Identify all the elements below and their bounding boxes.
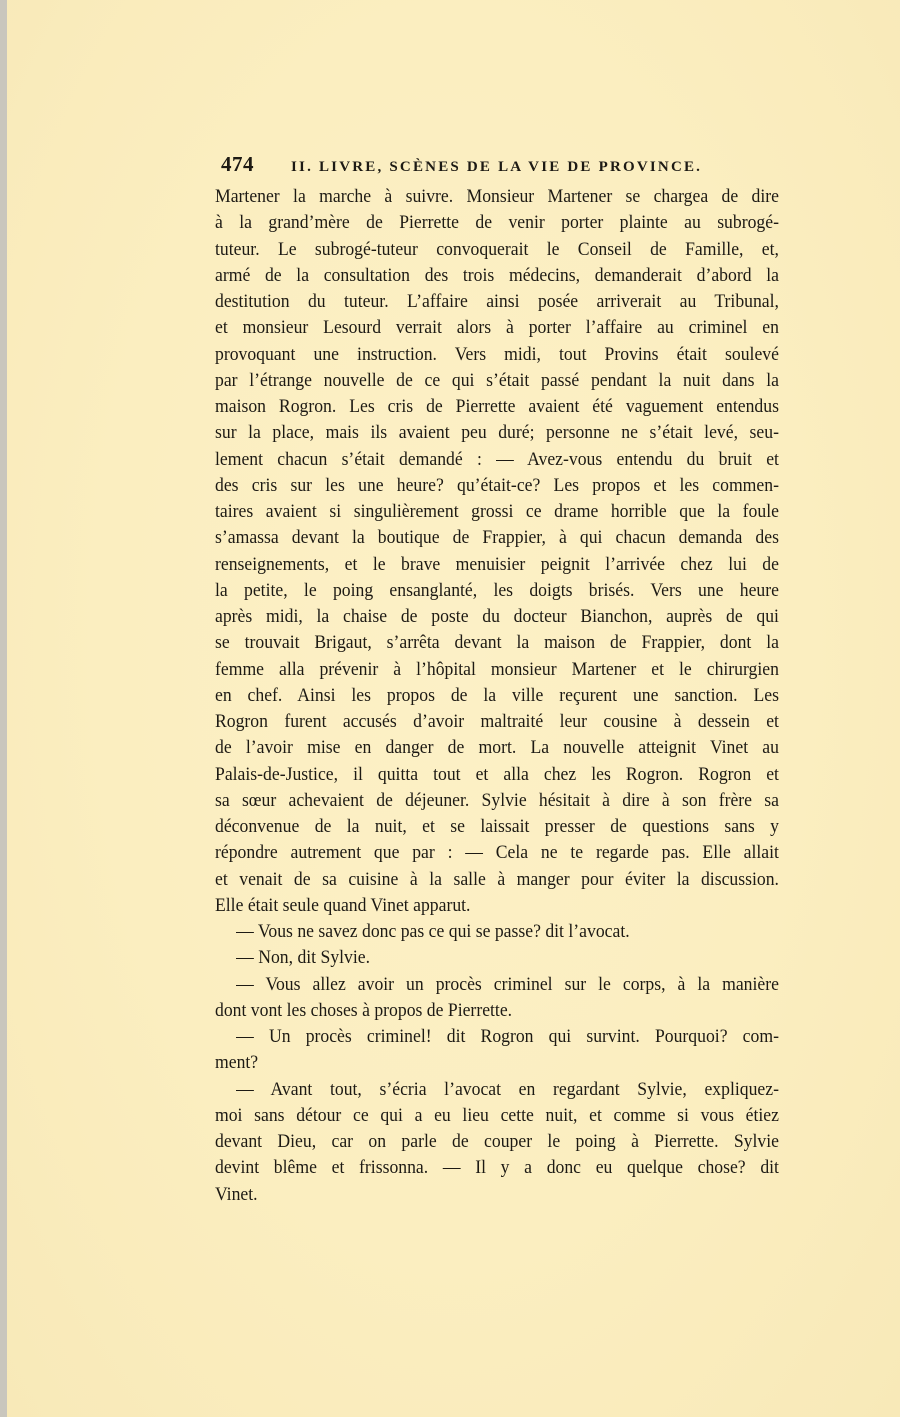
text-line: femme alla prévenir à l’hôpital monsieur Martener et le chirurgien [215, 658, 779, 680]
text-line: s’amassa devant la boutique de Frappier, à qui chacun demanda des [215, 527, 779, 549]
text-line: par l’étrange nouvelle de ce qui s’était passé pendant la nuit dans la [215, 369, 779, 391]
text-line: — Vous ne savez donc pas ce qui se passe? dit l’avocat. [236, 921, 630, 942]
text-line: sur la place, mais ils avaient peu duré; personne ne s’était levé, seu- [215, 422, 779, 444]
text-line: Palais-de-Justice, il quitta tout et alla chez les Rogron. Rogron et [215, 763, 779, 785]
running-title: II. LIVRE, SCÈNES DE LA VIE DE PROVINCE. [291, 159, 703, 175]
scan-edge [0, 0, 7, 1417]
text-line: et monsieur Lesourd verrait alors à porter l’affaire au criminel en [215, 317, 779, 339]
text-line: sa sœur achevaient de déjeuner. Sylvie hésitait à dire à son frère sa [215, 789, 779, 811]
text-line: de l’avoir mise en danger de mort. La nouvelle atteignit Vinet au [215, 737, 779, 759]
text-line: devint blême et frissonna. — Il y a donc eu quelque chose? dit [215, 1157, 779, 1179]
text-line: renseignements, et le brave menuisier peignit l’arrivée chez lui de [215, 553, 779, 575]
text-line: Martener la marche à suivre. Monsieur Martener se chargea de dire [215, 186, 779, 207]
text-line: taires avaient si singulièrement grossi ce drame horrible que la foule [215, 501, 779, 522]
text-line: moi sans détour ce qui a eu lieu cette nuit, et comme si vous étiez [215, 1104, 779, 1126]
page-number: 474 [221, 152, 254, 176]
text-line: la petite, le poing ensanglanté, les doigts brisés. Vers une heure [215, 579, 779, 601]
text-line: répondre autrement que par : — Cela ne te regarde pas. Elle allait [215, 842, 779, 864]
text-line: se trouvait Brigaut, s’arrêta devant la maison de Frappier, dont la [215, 632, 779, 654]
running-header [221, 151, 787, 177]
text-line: lement chacun s’était demandé : — Avez-vous entendu du bruit et [215, 448, 779, 470]
body-text [215, 184, 779, 1208]
text-line: — Vous allez avoir un procès criminel sur le corps, à la manière [236, 973, 779, 995]
text-line: après midi, la chaise de poste du docteur Bianchon, auprès de qui [215, 606, 779, 627]
text-line: et venait de sa cuisine à la salle à manger pour éviter la discussion. [215, 868, 779, 890]
text-line: — Un procès criminel! dit Rogron qui survint. Pourquoi? com- [236, 1026, 779, 1047]
text-line: armé de la consultation des trois médecins, demanderait d’abord la [215, 264, 779, 286]
text-line: tuteur. Le subrogé-tuteur convoquerait le Conseil de Famille, et, [215, 238, 779, 260]
text-line: Elle était seule quand Vinet apparut. [215, 894, 471, 916]
text-line: — Avant tout, s’écria l’avocat en regardant Sylvie, expliquez- [236, 1078, 779, 1100]
text-line: Rogron furent accusés d’avoir maltraité leur cousine à dessein et [215, 711, 779, 732]
text-line: à la grand’mère de Pierrette de venir porter plainte au subrogé- [215, 212, 779, 234]
text-line: — Non, dit Sylvie. [236, 947, 371, 969]
text-line: ment? [215, 1052, 259, 1074]
text-line: déconvenue de la nuit, et se laissait presser de questions sans y [215, 816, 779, 837]
text-line: maison Rogron. Les cris de Pierrette avaient été vaguement entendus [215, 396, 779, 417]
text-line: des cris sur les une heure? qu’était-ce? Les propos et les commen- [215, 474, 779, 496]
text-line: Vinet. [215, 1183, 258, 1205]
text-line: provoquant une instruction. Vers midi, tout Provins était soulevé [215, 343, 779, 365]
text-line: devant Dieu, car on parle de couper le poing à Pierrette. Sylvie [215, 1131, 779, 1152]
text-line: dont vont les choses à propos de Pierrette. [215, 999, 513, 1021]
text-line: destitution du tuteur. L’affaire ainsi posée arriverait au Tribunal, [215, 291, 779, 312]
text-line: en chef. Ainsi les propos de la ville reçurent une sanction. Les [215, 684, 779, 706]
